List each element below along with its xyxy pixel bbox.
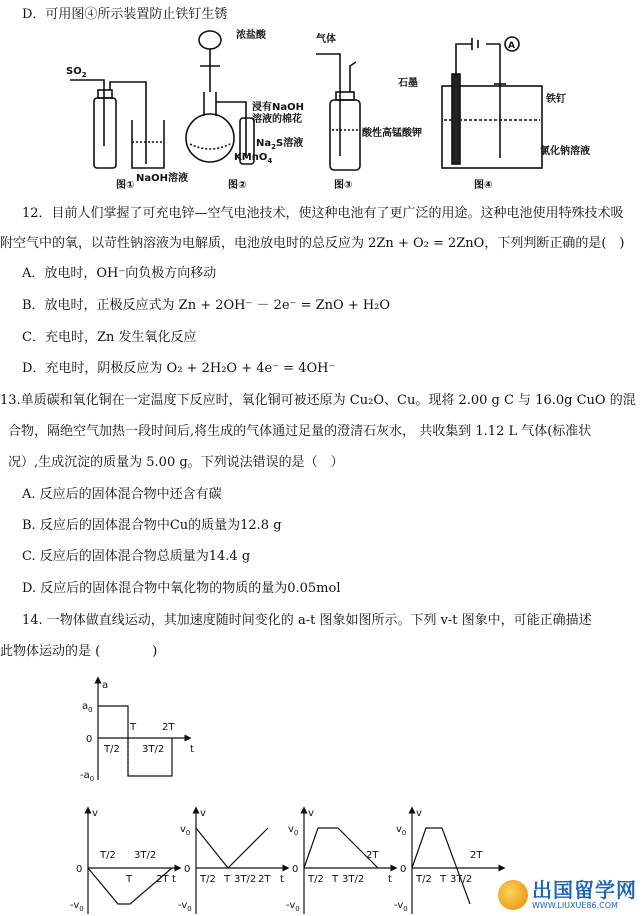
at-neg-a0-label: $-a_0$ (80, 770, 95, 783)
vtD-v-label: v (416, 808, 422, 819)
fig2-apparatus (186, 31, 254, 164)
vtB-2T: 2T (258, 874, 271, 885)
fig3-gas-label: 气体 (316, 34, 336, 45)
fig2-na2s-label: $Na_2S$溶液 (256, 138, 304, 151)
at-2T-label: 2T (162, 722, 175, 733)
vtA-origin: 0 (76, 864, 83, 875)
q14-stem-line1: 14. 一物体做直线运动，其加速度随时间变化的 a-t 图象如图所示。下列 v-t 图象中，可能正确描述 (22, 613, 592, 628)
q12-option-c: C．充电时，Zn 发生氧化反应 (22, 330, 197, 345)
fig4-graphite-label: 石墨 (398, 78, 418, 89)
q13-option-d: D. 反应后的固体混合物中氧化物的物质的量为0.05mol (22, 581, 341, 596)
vtC-origin: 0 (292, 864, 299, 875)
q13-option-b: B. 反应后的固体混合物中Cu的质量为12.8 g (22, 518, 282, 533)
q13-option-c: C. 反应后的固体混合物总质量为14.4 g (22, 549, 251, 564)
vtC-neg-v0: $-v_0$ (286, 900, 300, 913)
apparatus-figures (60, 26, 620, 192)
fig1-caption: 图① (116, 180, 135, 191)
q13-option-a: A. 反应后的固体混合物中还含有碳 (22, 487, 222, 502)
fig1-apparatus (70, 80, 164, 168)
fig4-nacl-label: 氯化钠溶液 (540, 146, 590, 157)
vtA-threeHalfT: 3T/2 (134, 850, 157, 861)
q12-stem-line2: 附空气中的氧，以苛性钠溶液为电解质，电池放电时的总反应为 2Zn + O₂ = 2ZnO，下列判断正确的是( ) (0, 236, 625, 251)
watermark-title: 出国留学网 (532, 878, 637, 902)
fig1-so2-label: $SO_2$ (66, 66, 87, 79)
vtD-threeHalfT: 3T/2 (450, 874, 473, 885)
q13-stem-line3: 况）,生成沉淀的质量为 5.00 g。下列说法错误的是（ ） (8, 455, 344, 470)
at-t-axis-label: t (190, 744, 194, 755)
fig4-caption: 图④ (474, 180, 493, 191)
vtB-halfT: T/2 (200, 874, 216, 885)
vtB-neg-v0: $-v_0$ (178, 900, 192, 913)
at-graph (78, 676, 208, 786)
vtD-2T: 2T (470, 850, 483, 861)
vtB-threeHalfT: 3T/2 (234, 874, 257, 885)
watermark-url: WWW.LIUXUE86.COM (532, 901, 618, 910)
vtB-v0: $v_0$ (180, 824, 191, 837)
vtA-halfT: T/2 (100, 850, 116, 861)
vtD-T: T (440, 874, 447, 885)
vtA-T: T (126, 874, 133, 885)
vtD-origin: 0 (400, 864, 407, 875)
vtB-origin: 0 (184, 864, 191, 875)
vtC-halfT: T/2 (308, 874, 324, 885)
q12-option-b: B．放电时，正极反应式为 Zn + 2OH⁻ － 2e⁻ = ZnO + H₂O (22, 298, 391, 313)
vtD-neg-v0: $-v_0$ (394, 900, 408, 913)
fig2-kmno4-label: KMnO$_4$ (234, 152, 273, 165)
fig2-cotton-label-1: 浸有NaOH (252, 102, 304, 113)
at-threeHalfT-label: 3T/2 (142, 744, 165, 755)
q13-stem-line1: 13.单质碳和氧化铜在一定温度下反应时，氧化铜可被还原为 Cu₂O、Cu。现将 2.00 g C 与 16.0g CuO 的混 (0, 393, 636, 408)
fig4-ammeter-label: A (508, 41, 515, 51)
at-y-axis-label: a (102, 680, 109, 691)
q12-stem-line1: 12．目前人们掌握了可充电锌—空气电池技术，使这种电池有了更广泛的用途。这种电池使用特殊技术吸 (22, 206, 624, 221)
vtD-halfT: T/2 (416, 874, 432, 885)
fig2-acid-label: 浓盐酸 (236, 30, 266, 41)
fig2-cotton-label-2: 溶液的棉花 (252, 114, 302, 125)
vtA-2T: 2T (156, 874, 169, 885)
vtC-v0: $v_0$ (288, 824, 299, 837)
vt-graphs (0, 804, 520, 916)
fig4-apparatus (442, 37, 542, 168)
at-origin-label: 0 (86, 734, 93, 745)
vtA-t-label: t (172, 874, 176, 885)
at-a0-label: $a_0$ (82, 701, 93, 714)
vtC-v-label: v (308, 808, 314, 819)
vtD-v0: $v_0$ (396, 824, 407, 837)
at-halfT-label: T/2 (104, 744, 120, 755)
watermark (498, 879, 637, 910)
vtA-v-label: v (92, 808, 98, 819)
fig2-caption: 图② (228, 180, 247, 191)
at-T-label: T (130, 722, 137, 733)
q12-option-a: A．放电时，OH⁻向负极方向移动 (22, 266, 217, 281)
vtC-2T: 2T (366, 850, 379, 861)
fig3-apparatus (316, 54, 360, 170)
watermark-logo-icon (498, 880, 528, 910)
fig1-naoh-label: NaOH溶液 (136, 173, 188, 184)
vtB-T: T (224, 874, 231, 885)
q14-stem-line2: 此物体运动的是 ( ) (0, 644, 158, 659)
vtC-T: T (332, 874, 339, 885)
fig4-nail-label: 铁钉 (546, 94, 566, 105)
vtA-neg-v0: $-v_0$ (70, 900, 84, 913)
vtC-t-label: t (388, 874, 392, 885)
q11-option-d: D．可用图④所示装置防止铁钉生锈 (22, 7, 228, 22)
vtB-t-label: t (280, 874, 284, 885)
vtB-v-label: v (200, 808, 206, 819)
fig3-kmno4-label: 酸性高锰酸钾 (362, 128, 422, 139)
fig3-caption: 图③ (334, 180, 353, 191)
vtC-threeHalfT: 3T/2 (342, 874, 365, 885)
q13-stem-line2: 合物，隔绝空气加热一段时间后,将生成的气体通过足量的澄清石灰水， 共收集到 1.12 L 气体(标准状 (8, 424, 592, 439)
q12-option-d: D．充电时，阴极反应为 O₂ + 2H₂O + 4e⁻ = 4OH⁻ (22, 361, 336, 376)
